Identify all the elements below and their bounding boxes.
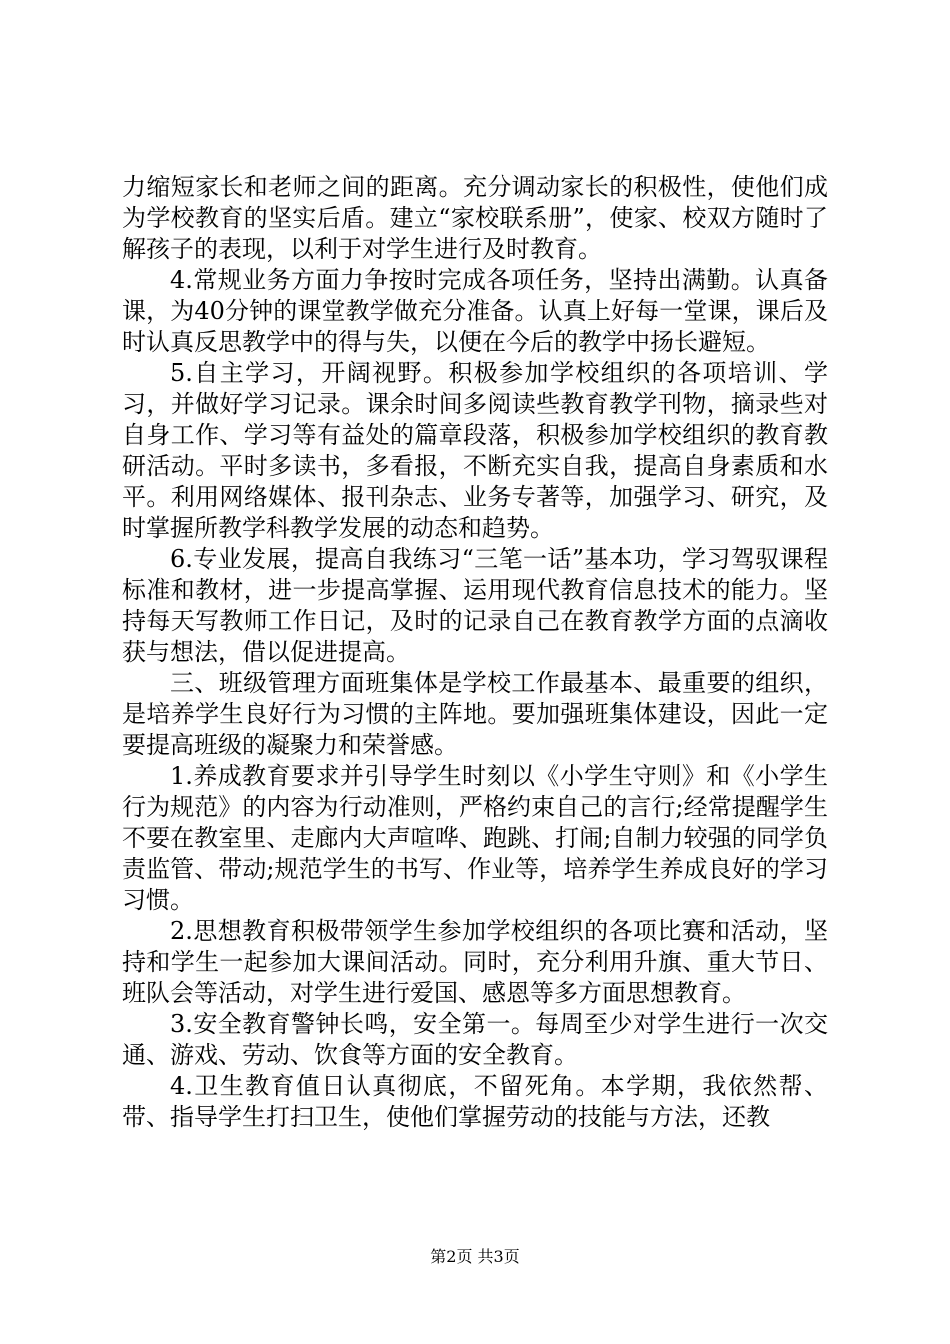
- paragraph-self-study: 5.自主学习，开阔视野。积极参加学校组织的各项培训、学习，并做好学习记录。课余时间多阅读些教育教学刊物，摘录些对自身工作、学习等有益处的篇章段落，积极参加学校组织的教育教研活动。平时多读书，多看报，不断充实自我，提高自身素质和水平。利用网络媒体、报刊杂志、业务专著等，加强学习、研究，及时掌握所教学科教学发展的动态和趋势。: [122, 359, 828, 542]
- document-body: [122, 172, 828, 1133]
- page-footer: 第2页 共3页: [430, 1247, 520, 1266]
- paragraph-ideological-education: 2.思想教育积极带领学生参加学校组织的各项比赛和活动，坚持和学生一起参加大课间活动。同时，充分利用升旗、重大节日、班队会等活动，对学生进行爱国、感恩等多方面思想教育。: [122, 917, 828, 1007]
- paragraph-class-management: 三、班级管理方面班集体是学校工作最基本、最重要的组织，是培养学生良好行为习惯的主阵地。要加强班集体建设，因此一定要提高班级的凝聚力和荣誉感。: [122, 669, 828, 759]
- paragraph-continuation: 力缩短家长和老师之间的距离。充分调动家长的积极性，使他们成为学校教育的坚实后盾。建立“家校联系册”，使家、校双方随时了解孩子的表现，以利于对学生进行及时教育。: [122, 173, 828, 263]
- paragraph-safety-education: 3.安全教育警钟长鸣，安全第一。每周至少对学生进行一次交通、游戏、劳动、饮食等方面的安全教育。: [122, 1010, 828, 1069]
- paragraph-routine-work: 4.常规业务方面力争按时完成各项任务，坚持出满勤。认真备课，为40分钟的课堂教学做充分准备。认真上好每一堂课，课后及时认真反思教学中的得与失，以便在今后的教学中扬长避短。: [122, 266, 828, 356]
- paragraph-hygiene-education: 4.卫生教育值日认真彻底，不留死角。本学期，我依然帮、带、指导学生打扫卫生，使他们掌握劳动的技能与方法，还教: [122, 1072, 828, 1131]
- paragraph-habit-education: 1.养成教育要求并引导学生时刻以《小学生守则》和《小学生行为规范》的内容为行动准则，严格约束自己的言行;经常提醒学生不要在教室里、走廊内大声喧哗、跑跳、打闹;自制力较强的同学负责监管、带动;规范学生的书写、作业等，培养学生养成良好的学习习惯。: [122, 762, 828, 914]
- paragraph-professional-development: 6.专业发展，提高自我练习“三笔一话”基本功，学习驾驭课程标准和教材，进一步提高掌握、运用现代教育信息技术的能力。坚持每天写教师工作日记，及时的记录自己在教育教学方面的点滴收获与想法，借以促进提高。: [122, 545, 828, 666]
